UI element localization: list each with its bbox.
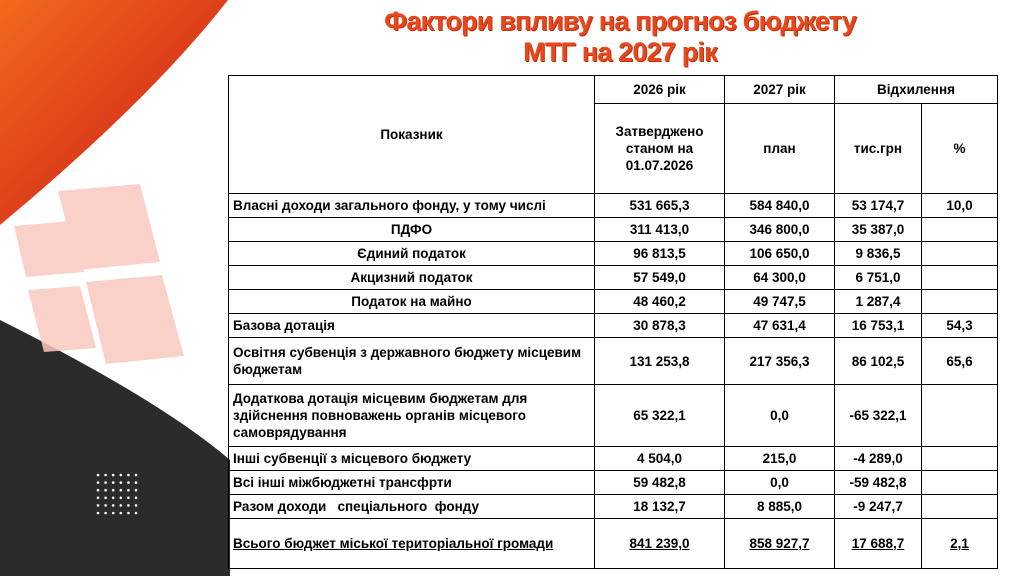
dot (120, 504, 123, 507)
dot (97, 489, 100, 492)
cell-percent: 2,1 (922, 519, 998, 569)
dot (112, 497, 115, 500)
dot (135, 481, 138, 484)
table-row (229, 242, 998, 266)
table-row (229, 447, 998, 471)
row-label: Всього бюджет міської територіальної громади (229, 519, 595, 569)
dot (120, 497, 123, 500)
cell-deviation: -65 322,1 (835, 385, 922, 447)
title-line-1: Фактори впливу на прогноз бюджету (384, 6, 856, 36)
tile-shape (86, 275, 184, 364)
row-label: Власні доходи загального фонду, у тому числі (229, 194, 595, 218)
header-deviation: Відхилення (835, 76, 998, 104)
row-label: Додаткова дотація місцевим бюджетам для здійснення повноважень органів місцевого самоврядування (229, 385, 595, 447)
cell-2027: 346 800,0 (725, 218, 835, 242)
header-2026: 2026 рік (595, 76, 725, 104)
budget-table (228, 75, 998, 569)
cell-deviation: 53 174,7 (835, 194, 922, 218)
row-label: Разом доходи спеціального фонду (229, 495, 595, 519)
cell-percent (922, 290, 998, 314)
cell-2026: 18 132,7 (595, 495, 725, 519)
cell-percent (922, 495, 998, 519)
cell-deviation: 86 102,5 (835, 338, 922, 385)
cell-percent (922, 447, 998, 471)
table-row (229, 266, 998, 290)
dot (112, 504, 115, 507)
dot (97, 497, 100, 500)
cell-2027: 49 747,5 (725, 290, 835, 314)
cell-deviation: -4 289,0 (835, 447, 922, 471)
cell-2026: 841 239,0 (595, 519, 725, 569)
cell-2026: 48 460,2 (595, 290, 725, 314)
cell-percent: 65,6 (922, 338, 998, 385)
cell-deviation: 16 753,1 (835, 314, 922, 338)
table-row (229, 471, 998, 495)
cell-2027: 217 356,3 (725, 338, 835, 385)
dot (120, 512, 123, 515)
dot (97, 481, 100, 484)
cell-2026: 96 813,5 (595, 242, 725, 266)
dot (112, 481, 115, 484)
table-row (229, 290, 998, 314)
dot (112, 474, 115, 477)
cell-2026: 65 322,1 (595, 385, 725, 447)
cell-2026: 57 549,0 (595, 266, 725, 290)
dot (104, 504, 107, 507)
row-label: Освітня субвенція з державного бюджету місцевим бюджетам (229, 338, 595, 385)
cell-percent (922, 385, 998, 447)
dot (135, 474, 138, 477)
dot (104, 497, 107, 500)
dot (120, 474, 123, 477)
cell-2027: 106 650,0 (725, 242, 835, 266)
row-label: Єдиний податок (229, 242, 595, 266)
dot (104, 474, 107, 477)
dot (127, 512, 130, 515)
dot (104, 481, 107, 484)
cell-2027: 47 631,4 (725, 314, 835, 338)
cell-deviation: 35 387,0 (835, 218, 922, 242)
dot (104, 489, 107, 492)
cell-percent: 10,0 (922, 194, 998, 218)
cell-2027: 0,0 (725, 385, 835, 447)
dot (112, 489, 115, 492)
dot (120, 481, 123, 484)
dot (127, 497, 130, 500)
dot (127, 504, 130, 507)
dot (135, 489, 138, 492)
table-row-total (229, 519, 998, 569)
dot (97, 504, 100, 507)
header-approved: Затверджено станом на 01.07.2026 (595, 104, 725, 194)
dot (135, 497, 138, 500)
dot (104, 512, 107, 515)
cell-2026: 311 413,0 (595, 218, 725, 242)
table-row (229, 218, 998, 242)
cell-deviation: -9 247,7 (835, 495, 922, 519)
cell-2026: 531 665,3 (595, 194, 725, 218)
cell-deviation: 1 287,4 (835, 290, 922, 314)
dot (127, 481, 130, 484)
dot (127, 489, 130, 492)
dot (97, 512, 100, 515)
header-ths: тис.грн (835, 104, 922, 194)
row-label: Всі інші міжбюджетні трансфрти (229, 471, 595, 495)
cell-percent (922, 242, 998, 266)
row-label: Акцизний податок (229, 266, 595, 290)
dot (135, 512, 138, 515)
dot (97, 474, 100, 477)
dot-grid-icon (95, 472, 139, 516)
row-label: ПДФО (229, 218, 595, 242)
cell-deviation: 9 836,5 (835, 242, 922, 266)
dot (135, 504, 138, 507)
table-row (229, 314, 998, 338)
table-row (229, 338, 998, 385)
cell-percent (922, 471, 998, 495)
cell-percent (922, 218, 998, 242)
row-label: Податок на майно (229, 290, 595, 314)
row-label: Базова дотація (229, 314, 595, 338)
cell-percent: 54,3 (922, 314, 998, 338)
table-row (229, 495, 998, 519)
cell-deviation: 6 751,0 (835, 266, 922, 290)
dot (127, 474, 130, 477)
header-indicator: Показник (229, 76, 595, 194)
dot (112, 512, 115, 515)
header-pct: % (922, 104, 998, 194)
cell-2026: 30 878,3 (595, 314, 725, 338)
header-2027: 2027 рік (725, 76, 835, 104)
cell-deviation: -59 482,8 (835, 471, 922, 495)
cell-2027: 64 300,0 (725, 266, 835, 290)
table-row (229, 385, 998, 447)
cell-2027: 215,0 (725, 447, 835, 471)
row-label: Інші субвенції з місцевого бюджету (229, 447, 595, 471)
cell-2026: 131 253,8 (595, 338, 725, 385)
cell-2026: 4 504,0 (595, 447, 725, 471)
cell-percent (922, 266, 998, 290)
title-line-2: МТГ на 2027 рік (523, 37, 717, 67)
dot (120, 489, 123, 492)
cell-2027: 858 927,7 (725, 519, 835, 569)
header-plan: план (725, 104, 835, 194)
tile-shape (14, 221, 84, 277)
cell-2027: 584 840,0 (725, 194, 835, 218)
table-row (229, 194, 998, 218)
cell-deviation: 17 688,7 (835, 519, 922, 569)
cell-2027: 0,0 (725, 471, 835, 495)
page-title (300, 6, 940, 68)
cell-2027: 8 885,0 (725, 495, 835, 519)
cell-2026: 59 482,8 (595, 471, 725, 495)
